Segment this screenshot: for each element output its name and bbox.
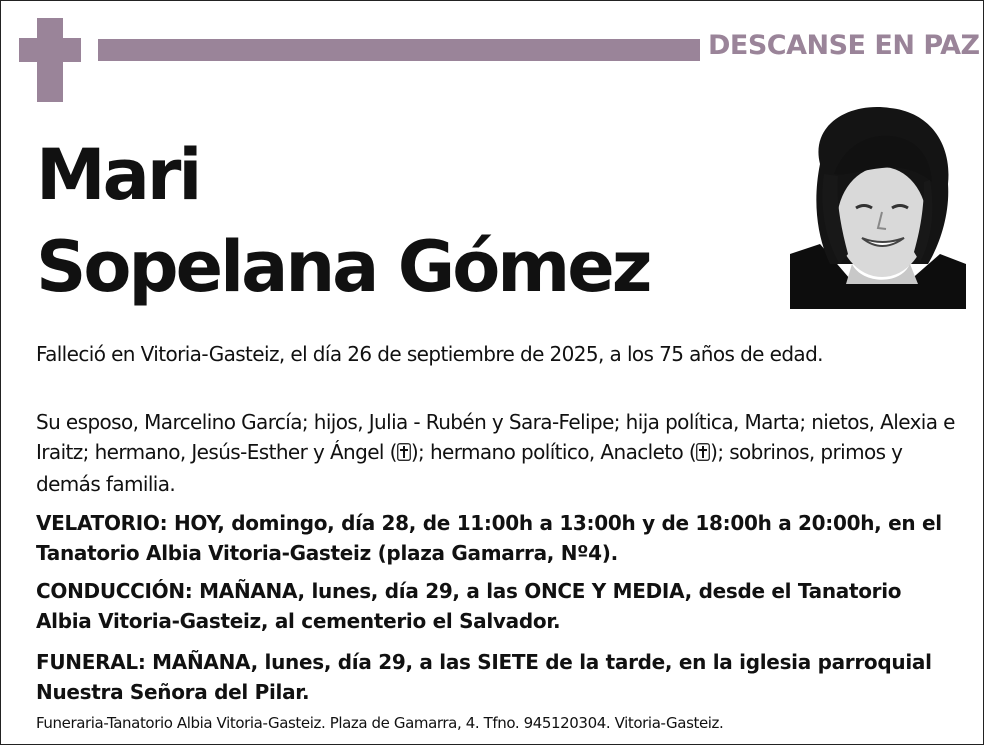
family-list xyxy=(36,407,956,499)
family-text-1: Su esposo, Marcelino García; hijos, Julia - Rubén y Sara-Felipe; hija política, Marta; nietos, Alexia e Iraitz; hermano, Jesús-Esther y Ángel ( xyxy=(36,410,955,464)
small-cross-icon xyxy=(696,439,710,469)
small-cross-icon xyxy=(397,439,411,469)
family-text-3: ); sobrinos, primos y demás familia. xyxy=(36,440,903,496)
portrait-photo xyxy=(790,104,966,309)
velatorio-info: VELATORIO: HOY, domingo, día 28, de 11:00h a 13:00h y de 18:00h a 20:00h, en el Tanatorio Albia Vitoria-Gasteiz (plaza Gamarra, Nº4). xyxy=(36,511,942,565)
header-rule xyxy=(98,39,700,61)
conduccion-info: CONDUCCIÓN: MAÑANA, lunes, día 29, a las ONCE Y MEDIA, desde el Tanatorio Albia Vitoria-Gasteiz, al cementerio el Salvador. xyxy=(36,579,902,633)
deceased-surnames: Sopelana Gómez xyxy=(36,226,650,308)
funeral-info: FUNERAL: MAÑANA, lunes, día 29, a las SIETE de la tarde, en la iglesia parroquial Nuestra Señora del Pilar. xyxy=(36,650,932,704)
death-notice: Falleció en Vitoria-Gasteiz, el día 26 de septiembre de 2025, a los 75 años de edad. xyxy=(36,342,823,366)
deceased-first-name: Mari xyxy=(36,134,200,216)
family-text-2: ); hermano político, Anacleto ( xyxy=(410,440,697,464)
funeral-home-footer: Funeraria-Tanatorio Albia Vitoria-Gasteiz. Plaza de Gamarra, 4. Tfno. 945120304. Vitoria-Gasteiz. xyxy=(36,714,724,732)
header-label: DESCANSE EN PAZ xyxy=(708,30,980,61)
